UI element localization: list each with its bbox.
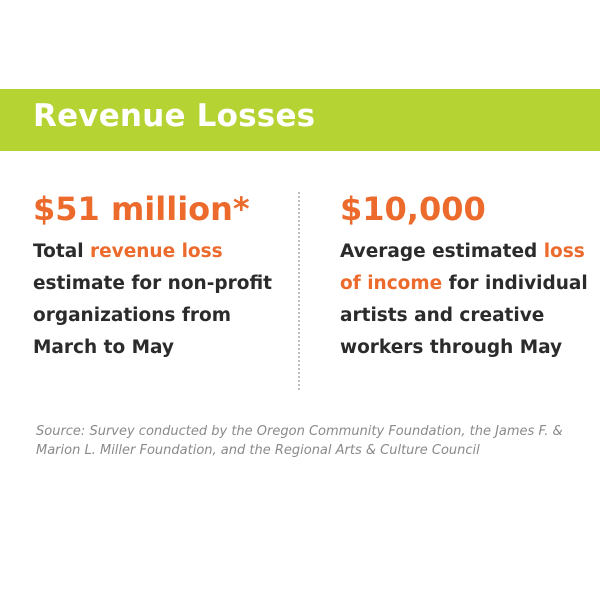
banner-title: Revenue Losses (33, 98, 316, 134)
stat-value-nonprofit: $51 million* (33, 190, 250, 228)
stat-desc-highlight: loss of income (340, 241, 585, 294)
stat-desc-text: Total (33, 241, 90, 262)
stat-desc-text: Average estimated (340, 241, 544, 262)
stat-desc-highlight: revenue loss (89, 241, 223, 262)
stat-description-nonprofit (33, 236, 288, 364)
stat-description-artists (340, 236, 590, 364)
stat-value-artists: $10,000 (340, 190, 486, 228)
dotted-divider (298, 192, 300, 390)
source-note: Source: Survey conducted by the Oregon Community Foundation, the James F. & Marion L. Miller Foundation, and the Regional Arts & Culture Council (36, 424, 563, 458)
stat-desc-text: estimate for non-profit organizations from March to May (33, 273, 273, 358)
stat-nonprofit-revenue (33, 186, 288, 364)
stat-desc-text: for individual artists and creative workers through May (340, 273, 588, 358)
stat-artist-income (340, 186, 590, 364)
title-banner (0, 89, 600, 151)
